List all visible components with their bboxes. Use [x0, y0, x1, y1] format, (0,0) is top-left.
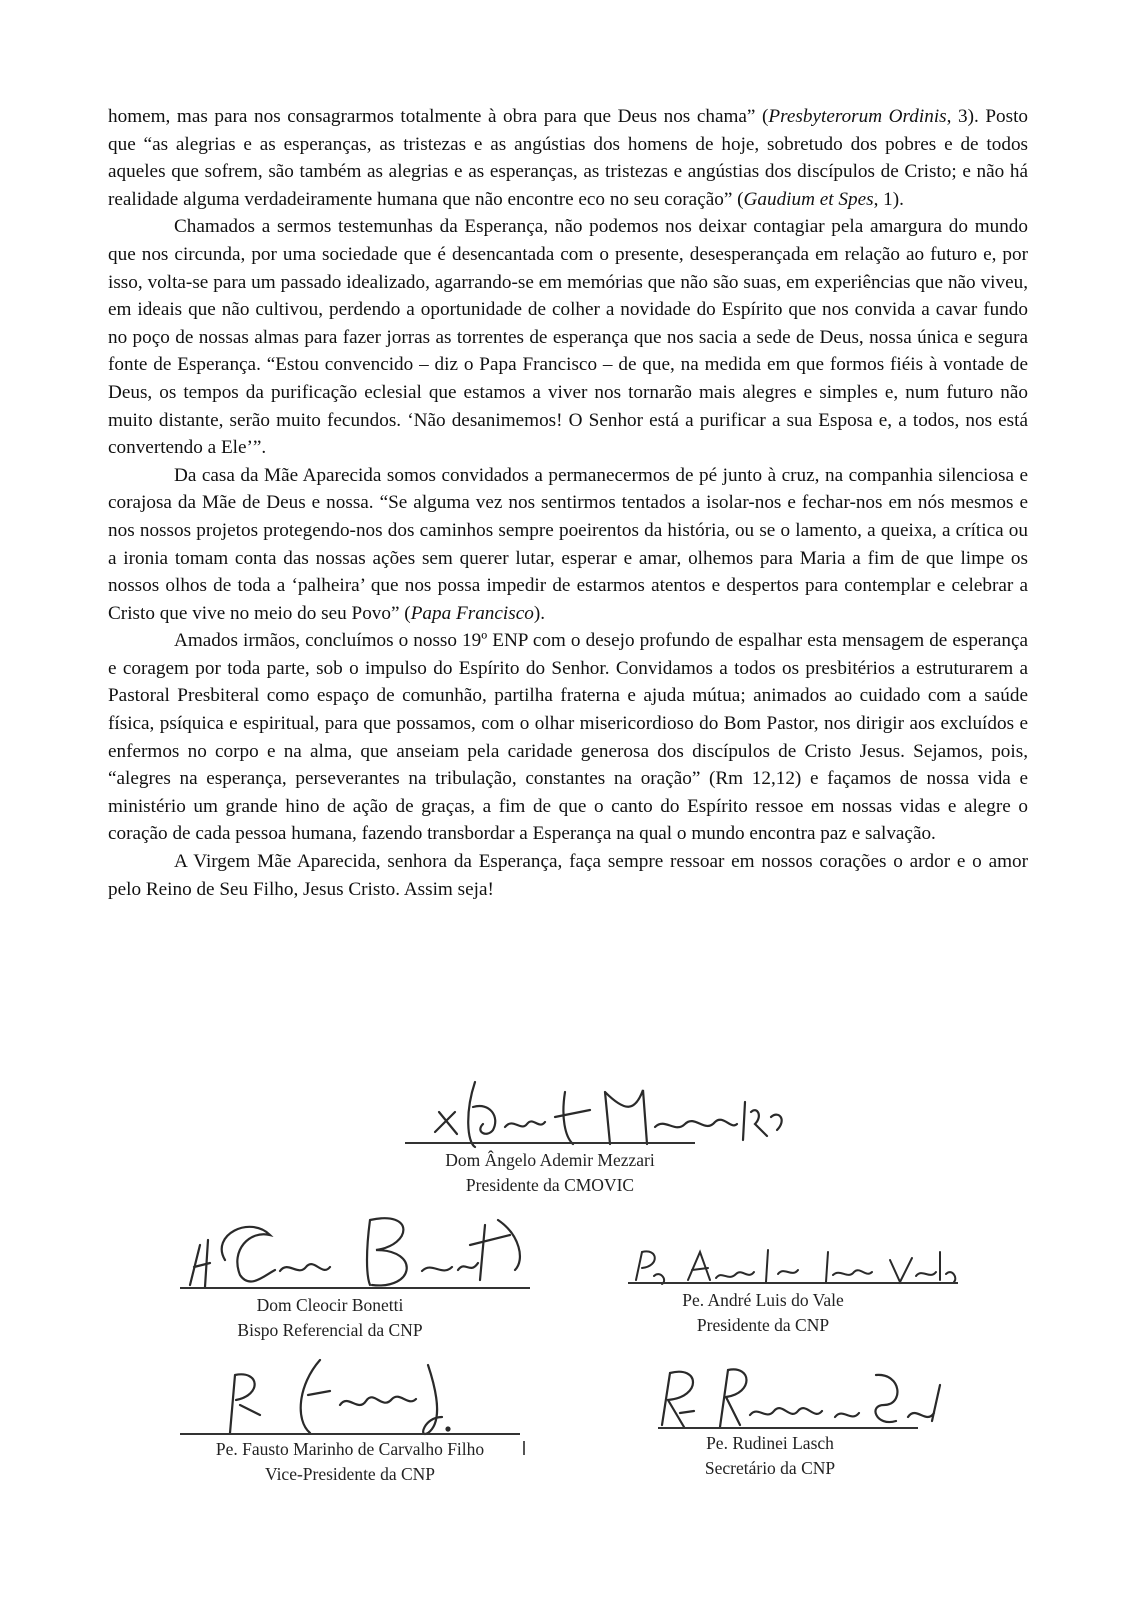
body-paragraph	[108, 462, 1028, 628]
citation-text: Gaudium et Spes	[743, 188, 874, 210]
body-paragraph	[108, 848, 1028, 903]
paragraph-text: homem, mas para nos consagrarmos totalmente à obra para que Deus nos chama” (	[108, 106, 769, 127]
signatory-role: Bispo Referencial da CNP	[237, 1320, 423, 1340]
signatory-name: Pe. Fausto Marinho de Carvalho Filho	[215, 1439, 485, 1459]
signatory-name: Dom Ângelo Ademir Mezzari	[445, 1150, 655, 1170]
scan-mark	[523, 1441, 525, 1455]
citation-text: Presbyterorum Ordinis	[768, 106, 947, 127]
paragraph-text: , 1).	[873, 188, 904, 210]
paragraph-text: , 3). Posto que “as alegrias e as esperanças, as tristezas e as angústias dos homens de hoje, sobretudo dos pobres e de todos aqueles que sofrem, são também as alegrias e as esperanças, as tristezas e angústias dos discípulos de Cristo; e não há realidade alguma verdadeiramente humana que não encontre eco no seu coração” (	[108, 106, 1029, 210]
signatory-role: Secretário da CNP	[704, 1458, 836, 1478]
signatory-name: Pe. Rudinei Lasch	[706, 1433, 834, 1453]
citation-text: Papa Francisco	[410, 602, 534, 624]
paragraph-text: A Virgem Mãe Aparecida, senhora da Esperança, faça sempre ressoar em nossos corações o ardor e o amor pelo Reino de Seu Filho, Jesus Cristo. Assim seja!	[108, 851, 1028, 900]
signature-block-fausto	[180, 1345, 530, 1490]
letter-body	[108, 103, 1028, 903]
paragraph-text: Da casa da Mãe Aparecida somos convidados a permanecermos de pé junto à cruz, na companhia silenciosa e corajosa da Mãe de Deus e nossa. “Se alguma vez nos sentirmos tentados a isolar-nos e fechar-nos em nós mesmos e nos nossos projetos protegendo-nos dos caminhos sempre poeirentos da história, ou se o lamento, a queixa, a crítica ou a ironia tomam conta das nossas ações sem querer lutar, esperar e amar, olhemos para Maria a fim de que limpe os nossos olhos de toda a ‘palheira’ que nos possa impedir de estarmos atentos e despertos para contemplar e celebrar a Cristo que vive no meio do seu Povo” (	[108, 464, 1028, 624]
paragraph-text: Amados irmãos, concluímos o nosso 19º ENP com o desejo profundo de espalhar esta mensagem de esperança e coragem por toda parte, sob o impulso do Espírito do Senhor. Convidamos a todos os presbitérios a estruturarem a Pastoral Presbiteral como espaço de comunhão, partilha fraterna e ajuda mútua; animados ao cuidado com a saúde física, psíquica e espiritual, para que possamos, com o olhar misericordioso do Bom Pastor, nos dirigir aos excluídos e enfermos no corpo e na alma, que anseiam pela caridade generosa dos discípulos de Cristo Jesus. Sejamos, pois, “alegres na esperança, perseverantes na tribulação, constantes na oração” (Rm 12,12) e façamos de nossa vida e ministério um grande hino de ação de graças, a fim de que o canto do Espírito ressoe em nossas vidas e alegre o coração de cada pessoa humana, fazendo transbordar a Esperança na qual o mundo encontra paz e salvação.	[108, 630, 1028, 845]
signature-block-vale	[628, 1240, 968, 1340]
signature-block-lasch	[640, 1355, 950, 1490]
handwritten-signature-mezzari	[405, 1072, 795, 1152]
body-paragraph	[108, 213, 1028, 461]
paragraph-text: Chamados a sermos testemunhas da Esperança, não podemos nos deixar contagiar pela amargura do mundo que nos circunda, por uma sociedade que é desencantada com o presente, desesperançada em relação ao futuro e, por isso, volta-se para um passado idealizado, agarrando-se em memórias que não são suas, em experiências que não viveu, em ideais que não cultivou, perdendo a oportunidade de colher a novidade do Espírito que nos convida a cavar fundo no poço de nossas almas para fazer jorras as torrentes de esperança que nos sacia a sede de Deus, nossa única e segura fonte de Esperança. “Estou convencido – diz o Papa Francisco – de que, na medida em que formos fiéis à vontade de Deus, os tempos da purificação eclesial que estamos a viver nos tornarão mais alegres e simples e, num futuro não muito distante, serão muito fecundos. ‘Não desanimemos! O Senhor está a purificar a sua Esposa e, a todos, nos está convertendo a Ele’”.	[108, 216, 1028, 459]
signatory-name: Pe. André Luis do Vale	[682, 1290, 844, 1310]
body-paragraph	[108, 103, 1028, 213]
signatory-role: Presidente da CMOVIC	[465, 1175, 635, 1195]
signature-block-bonetti	[180, 1205, 540, 1345]
handwritten-signature-lasch	[640, 1355, 950, 1435]
signatory-role: Vice-Presidente da CNP	[264, 1464, 436, 1484]
body-paragraph	[108, 627, 1028, 848]
signatory-name: Dom Cleocir Bonetti	[256, 1295, 404, 1315]
handwritten-signature-fausto	[180, 1345, 530, 1440]
paragraph-text: ).	[533, 602, 545, 624]
handwritten-signature-bonetti	[180, 1205, 540, 1295]
signature-block-mezzari	[405, 1072, 795, 1195]
signatory-role: Presidente da CNP	[696, 1315, 830, 1335]
